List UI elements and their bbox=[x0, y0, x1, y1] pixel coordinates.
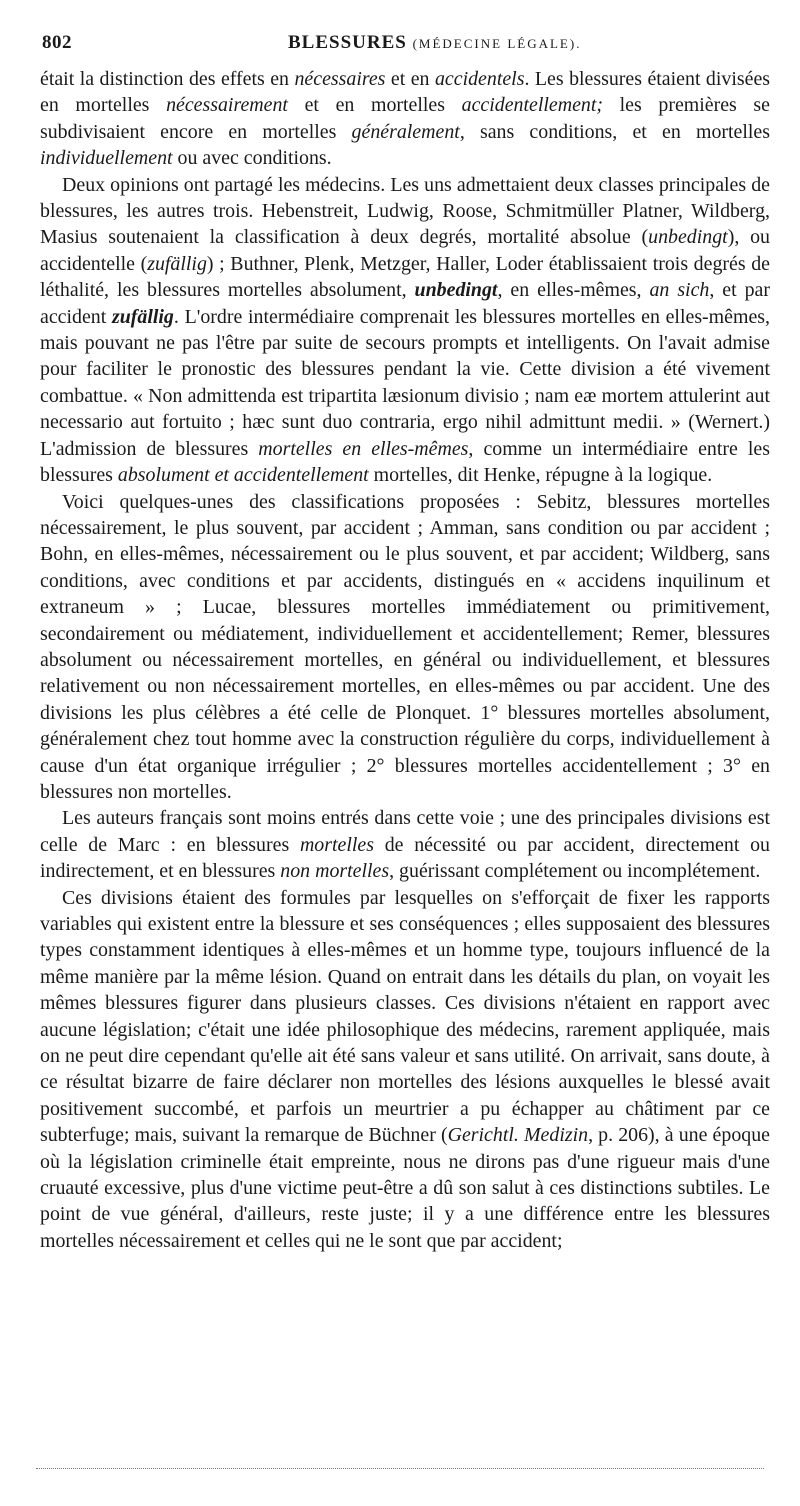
text-run: . Les blessures étaient divisées en mortelles bbox=[40, 68, 771, 117]
text-run: était la distinction des effets en bbox=[40, 68, 295, 90]
running-title bbox=[288, 28, 581, 59]
text-run: ou avec conditions. bbox=[172, 147, 332, 170]
page-bottom-rule bbox=[36, 1468, 764, 1469]
text-run: mortelles, dit Henke, répugne à la logique. bbox=[368, 464, 713, 487]
text-run: ) ; Buthner, Plenk, Metzger, Haller, Loder établissaient trois degrés de léthalité, les blessures mortelles absolument, bbox=[40, 252, 770, 302]
text-run: , p. 206), à une époque où la législation criminelle était empreinte, nous ne dirons pas d'une rigueur mais d'une cruauté excessive, plus d'une victime peut-être a dû son salut à ces distinctions subtiles. Le point de vue général, d'ailleurs, reste juste; il y a une différence entre les blessures mortelles nécessairement et celles qui ne le sont que par accident; bbox=[40, 1124, 770, 1252]
text-run: de nécessité ou par accident, directement ou indirectement, et en blessures bbox=[40, 833, 770, 883]
italic-text: accidentels bbox=[434, 68, 525, 90]
text-run: Les auteurs français sont moins entrés dans cette voie ; une des principales divisions est celle de Marc : en blessures bbox=[40, 807, 770, 856]
text-run: et en mortelles bbox=[287, 94, 462, 117]
italic-text: individuellement bbox=[40, 147, 173, 170]
text-run: , et par accident bbox=[40, 279, 771, 328]
paragraph bbox=[40, 172, 770, 489]
text-run: Ces divisions étaient des formules par lesquelles on s'efforçait de fixer les rapports variables qui existent entre la blessure et ses conséquences ; elles supposaient des blessures types constamment identiques à elles-mêmes et un homme type, toujours influencé de la même manière par la même lésion. Quand on entrait dans les détails du plan, on voyait les mêmes blessures figurer dans plusieurs classes. Ces divisions n'étaient en rapport avec aucune législation; c'était une idée philosophique des médecins, rarement appliquée, mais on ne peut dire cependant qu'elle ait été sans valeur et sans utilité. On arrivait, sans doute, à ce résultat bizarre de faire déclarer non mortelles des lésions auxquelles le blessé avait positivement succombé, et parfois un meurtrier a pu échapper au châtiment par ce subterfuge; mais, suivant la remarque de Büchner ( bbox=[40, 886, 770, 1147]
bold-italic-text: unbedingt bbox=[414, 279, 498, 302]
text-run: Voici quelques-unes des classifications proposées : Sebitz, blessures mortelles nécessairement, le plus souvent, par accident ; Amman, sans condition ou par accident ; Bohn, en elles-mêmes, nécessairement ou le plus souvent, et par accident; Wildberg, sans conditions, avec conditions et par accidents, distingués en « accidens inquilinum et extraneum » ; Lucae, blessures mortelles immédiatement ou primitivement, secondairement ou médiatement, individuellement et accidentellement; Remer, blessures absolument ou nécessairement mortelles, en général ou individuellement, et blessures relativement ou non nécessairement mortelles, en elles-mêmes ou par accident. Une des divisions les plus célèbres a été celle de Plonquet. 1° blessures mortelles absolument, généralement chez tout homme avec la construction régulière du corps, individuellement à cause d'un état organique irrégulier ; 2° blessures mortelles accidentellement ; 3° en blessures non mortelles. bbox=[40, 490, 770, 803]
paragraph bbox=[40, 66, 770, 172]
text-run: Deux opinions ont partagé les médecins. Les uns admettaient deux classes principales de blessures, les autres trois. Hebenstreit, Ludwig, Roose, Schmitmüller Platner, Wildberg, Masius soutenaient la classification à deux degrés, mortalité absolue ( bbox=[40, 173, 770, 249]
text-run: . L'ordre intermédiaire comprenait les blessures mortelles en elles-mêmes, mais pouvant ne pas l'être par suite de secours prompts et intelligents. On l'avait admise pour faciliter le pronostic des blessures pendant la vie. Cette division a été vivement combattue. « Non admittenda est tripartita læsionum divisio ; nam eæ mortem attulerint aut necessario aut fortuito ; hæc sunt duo contraria, ergo nihil admittunt medii. » (Wernert.) L'admission de blessures bbox=[40, 305, 770, 460]
body-text bbox=[40, 66, 770, 1254]
italic-text: Gerichtl. Medizin bbox=[447, 1124, 589, 1147]
paragraph bbox=[40, 489, 770, 806]
text-run: , guérissant complétement ou incomplétement. bbox=[389, 860, 761, 883]
paragraph bbox=[40, 805, 770, 884]
text-run: , en elles-mêmes, bbox=[497, 279, 650, 302]
italic-text: non mortelles bbox=[280, 860, 390, 883]
text-run: , comme un intermédiaire entre les blessures bbox=[40, 437, 770, 487]
paragraph bbox=[40, 885, 770, 1255]
italic-text: unbedingt bbox=[648, 226, 728, 249]
italic-text: nécessaires bbox=[294, 68, 386, 90]
text-run: les premières se subdivisaient encore en mortelles bbox=[40, 94, 770, 143]
text-run: ), ou accidentelle ( bbox=[40, 226, 770, 275]
running-title-main: BLESSURES bbox=[288, 32, 407, 53]
italic-text: mortelles bbox=[299, 833, 374, 856]
italic-text: an sich bbox=[649, 279, 710, 302]
running-head bbox=[40, 28, 770, 58]
italic-text: généralement bbox=[351, 120, 460, 143]
text-run: , sans conditions, et en mortelles bbox=[459, 120, 770, 143]
italic-text: absolument et accidentellement bbox=[117, 464, 369, 487]
bold-italic-text: zufällig bbox=[111, 305, 174, 328]
running-title-subtitle: (MÉDECINE LÉGALE). bbox=[412, 36, 582, 51]
italic-text: mortelles en elles-mêmes bbox=[258, 437, 469, 460]
page-number: 802 bbox=[42, 32, 72, 53]
italic-text: accidentellement; bbox=[461, 94, 604, 117]
text-run: et en bbox=[385, 68, 435, 90]
italic-text: zufällig bbox=[147, 252, 207, 275]
italic-text: nécessairement bbox=[166, 94, 288, 117]
